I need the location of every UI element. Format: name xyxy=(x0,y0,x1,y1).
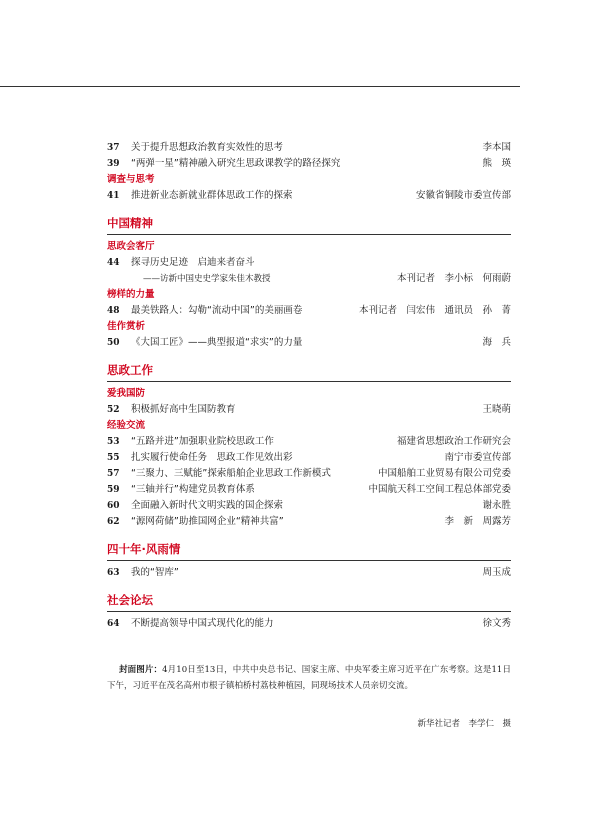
column-heading-sizhenghui: 思政会客厅 xyxy=(107,241,155,252)
page-number: 52 xyxy=(107,405,120,415)
section-divider xyxy=(107,381,511,382)
article-author: 熊 瑛 xyxy=(482,158,511,169)
article-title: “源网荷储”助推国网企业“精神共富” xyxy=(131,516,284,527)
article-author: 李 新 周露芳 xyxy=(444,516,511,527)
column-heading-bangyang: 榜样的力量 xyxy=(107,289,155,300)
column-heading-aiguo: 爱我国防 xyxy=(107,388,146,399)
toc-entry-63[interactable] xyxy=(107,565,511,581)
section-divider xyxy=(107,560,511,561)
toc-entry-55[interactable] xyxy=(107,450,511,466)
article-title: 最美铁路人：勾勒“流动中国”的美丽画卷 xyxy=(131,305,303,316)
page-number: 41 xyxy=(107,191,120,201)
toc-entry-52[interactable] xyxy=(107,402,511,418)
article-author: 王晓萌 xyxy=(482,404,511,415)
cover-caption-text: 4月10日至13日，中共中央总书记、国家主席、中央军委主席习近平在广东考察。这是11日下午，习近平在茂名高州市根子镇柏桥村荔枝种植园，同现场技术人员亲切交流。 xyxy=(107,665,511,691)
toc-entry-62[interactable] xyxy=(107,514,511,530)
article-author: 福建省思想政治工作研究会 xyxy=(396,436,511,447)
page-number: 53 xyxy=(107,437,120,447)
page-number: 59 xyxy=(107,485,120,495)
article-title: 《大国工匠》——典型报道“求实”的力量 xyxy=(131,337,303,348)
article-title: 我的“智库” xyxy=(131,567,179,578)
toc-entry-50[interactable] xyxy=(107,335,511,351)
article-author: 安徽省铜陵市委宣传部 xyxy=(415,190,511,201)
page-number: 60 xyxy=(107,501,120,511)
article-title: 推进新业态新就业群体思政工作的探索 xyxy=(131,190,293,201)
cover-caption xyxy=(107,662,511,694)
article-author: 徐文秀 xyxy=(482,618,511,629)
section-heading-sishinian: 四十年·风雨情 xyxy=(107,542,181,556)
page-number: 64 xyxy=(107,619,120,629)
toc-entry-48[interactable] xyxy=(107,303,511,319)
article-title: “五路并进”加强职业院校思政工作 xyxy=(131,436,274,447)
article-title: 积极抓好高中生国防教育 xyxy=(131,404,236,415)
article-author: 周玉成 xyxy=(482,567,511,578)
toc-entry-60[interactable] xyxy=(107,498,511,514)
article-title: 扎实履行使命任务 思政工作见效出彩 xyxy=(131,452,293,463)
article-author: 谢永胜 xyxy=(482,500,511,511)
toc-entry-53[interactable] xyxy=(107,434,511,450)
article-title: 关于提升思想政治教育实效性的思考 xyxy=(131,142,284,153)
section-heading-shehui-luntan: 社会论坛 xyxy=(107,593,153,607)
section-heading-sizheng-gongzuo: 思政工作 xyxy=(107,363,153,377)
top-rule xyxy=(0,86,520,87)
page-number: 37 xyxy=(107,143,120,153)
column-heading-diaocha: 调查与思考 xyxy=(107,174,155,185)
page-number: 57 xyxy=(107,469,120,479)
article-subtitle: ——访新中国史史学家朱佳木教授 xyxy=(143,274,271,284)
article-title: 全面融入新时代文明实践的国企探索 xyxy=(131,500,284,511)
article-title: “两弹一星”精神融入研究生思政课教学的路径探究 xyxy=(131,158,341,169)
page-number: 44 xyxy=(107,258,120,268)
article-author: 本刊记者 闫宏伟 通讯员 孙 菁 xyxy=(358,305,511,316)
page-number: 62 xyxy=(107,517,120,527)
page-number: 55 xyxy=(107,453,120,463)
toc-entry-64[interactable] xyxy=(107,616,511,632)
page-number: 63 xyxy=(107,568,120,578)
section-divider xyxy=(107,611,511,612)
article-title: “三轴并行”构建党员教育体系 xyxy=(131,484,255,495)
article-author: 中国航天科工空间工程总体部党委 xyxy=(368,484,511,495)
article-author: 海 兵 xyxy=(482,337,511,348)
article-title: “三聚力、三赋能”探索船舶企业思政工作新模式 xyxy=(131,468,331,479)
article-title: 探寻历史足迹 启迪来者奋斗 xyxy=(131,257,255,268)
toc-entry-57[interactable] xyxy=(107,466,511,482)
toc-entry-41[interactable] xyxy=(107,188,511,204)
photo-credit: 新华社记者 李学仁 摄 xyxy=(417,719,511,729)
article-author: 中国船舶工业贸易有限公司党委 xyxy=(377,468,511,479)
toc-entry-44-subtitle xyxy=(107,271,511,287)
toc-entry-37[interactable] xyxy=(107,140,511,156)
toc-entry-44[interactable] xyxy=(107,255,511,271)
article-author: 南宁市委宣传部 xyxy=(444,452,511,463)
toc-entry-39[interactable] xyxy=(107,156,511,172)
section-divider xyxy=(107,234,511,235)
cover-caption-label: 封面图片： xyxy=(119,665,163,675)
page-number: 48 xyxy=(107,306,120,316)
article-title: 不断提高领导中国式现代化的能力 xyxy=(131,618,274,629)
table-of-contents xyxy=(107,140,511,632)
page-number: 50 xyxy=(107,338,120,348)
toc-entry-59[interactable] xyxy=(107,482,511,498)
section-heading-zhongguo-jingshen: 中国精神 xyxy=(107,216,153,230)
column-heading-jingyan: 经验交流 xyxy=(107,420,146,431)
article-author: 本刊记者 李小标 何雨蔚 xyxy=(396,273,511,284)
column-heading-jiazuo: 佳作赏析 xyxy=(107,321,146,332)
article-author: 李本国 xyxy=(482,142,511,153)
page-number: 39 xyxy=(107,159,120,169)
